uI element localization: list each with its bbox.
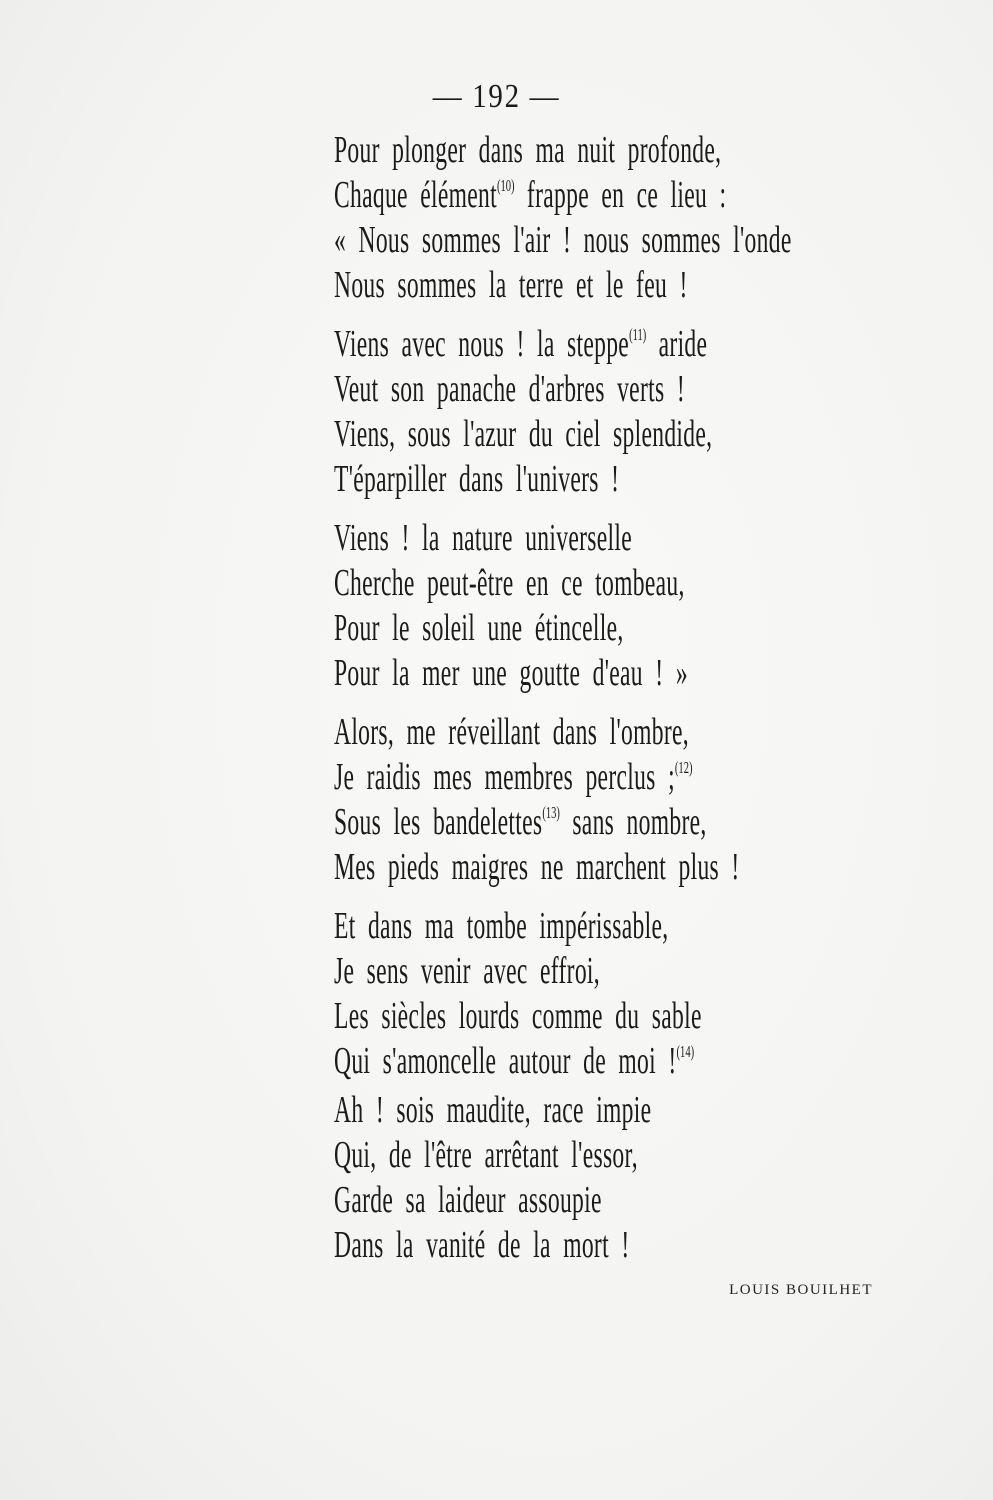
poem-line: [334, 845, 740, 890]
line-text: Chaque élément: [334, 174, 497, 216]
poem-line: [334, 1223, 651, 1268]
poem-line: [334, 516, 688, 561]
line-text: Veut son panache d'arbres verts !: [334, 368, 685, 410]
stanza: [334, 904, 927, 1084]
line-text: Qui s'amoncelle autour de moi !: [334, 1040, 677, 1082]
poem-line: [334, 1088, 651, 1133]
line-text: Les siècles lourds comme du sable: [334, 995, 702, 1037]
poem-line: [334, 755, 740, 800]
line-text: T'éparpiller dans l'univers !: [334, 458, 620, 500]
stanza: [334, 322, 944, 502]
line-text: Pour le soleil une étincelle,: [334, 607, 624, 649]
line-text: Alors, me réveillant dans l'ombre,: [334, 711, 689, 753]
poem-line: [334, 651, 688, 696]
line-text: Pour la mer une goutte d'eau ! »: [334, 652, 688, 694]
stanza: [334, 710, 988, 890]
line-text: Garde sa laideur assoupie: [334, 1179, 602, 1221]
line-text-continued: sans nombre,: [559, 801, 707, 843]
poem-line: [334, 1133, 651, 1178]
poem-line: [334, 173, 792, 218]
poem-line: [334, 322, 712, 367]
line-text-continued: aride: [646, 323, 708, 365]
line-text: Je raidis mes membres perclus ;: [334, 756, 675, 798]
line-text: Ah ! sois maudite, race impie: [334, 1089, 652, 1131]
stanza: [334, 516, 905, 696]
stanza: [334, 128, 993, 308]
line-text: Viens, sous l'azur du ciel splendide,: [334, 413, 713, 455]
footnote-marker: (12): [674, 758, 693, 777]
author-signature: LOUIS BOUILHET: [729, 1282, 873, 1298]
poem-line: [334, 128, 792, 173]
footnote-marker: (10): [496, 176, 515, 195]
poem-line: [334, 1039, 702, 1084]
poem-line: [334, 606, 688, 651]
footnote-marker: (14): [676, 1042, 695, 1061]
line-text: Pour plonger dans ma nuit profonde,: [334, 129, 722, 171]
poem-line: [334, 218, 792, 263]
line-text-continued: frappe en ce lieu :: [514, 174, 727, 216]
line-text: Mes pieds maigres ne marchent plus !: [334, 846, 740, 888]
poem-line: [334, 412, 712, 457]
line-text: Nous sommes la terre et le feu !: [334, 264, 688, 306]
poem-line: [334, 457, 712, 502]
poem-line: [334, 263, 792, 308]
stanza: [334, 1088, 846, 1268]
poem-line: [334, 994, 702, 1039]
poem-line: [334, 1178, 651, 1223]
poem-line: [334, 367, 712, 412]
poem-line: [334, 949, 702, 994]
footnote-marker: (11): [629, 325, 647, 344]
page-number: — 192 —: [432, 78, 561, 115]
footnote-marker: (13): [542, 803, 560, 822]
line-text: Et dans ma tombe impérissable,: [334, 905, 669, 947]
poem-line: [334, 800, 740, 845]
poem-line: [334, 904, 702, 949]
poem-line: [334, 710, 740, 755]
poem-line: [334, 561, 688, 606]
line-text: « Nous sommes l'air ! nous sommes l'onde: [334, 219, 792, 261]
line-text: Viens ! la nature universelle: [334, 517, 632, 559]
line-text: Dans la vanité de la mort !: [334, 1224, 630, 1266]
line-text: Qui, de l'être arrêtant l'essor,: [334, 1134, 638, 1176]
line-text: Je sens venir avec effroi,: [334, 950, 600, 992]
line-text: Sous les bandelettes: [334, 801, 543, 843]
line-text: Viens avec nous ! la steppe: [334, 323, 630, 365]
line-text: Cherche peut-être en ce tombeau,: [334, 562, 685, 604]
